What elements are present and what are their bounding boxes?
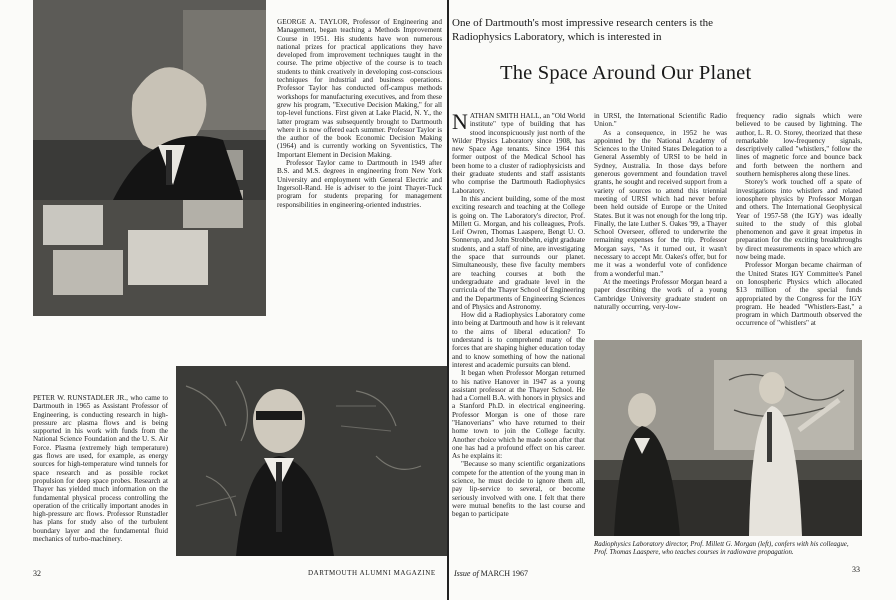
photo-runstadler (176, 366, 447, 556)
col3-p3: Professor Morgan became chairman of the United States IGY Committee's Panel on Ionospheric Physics which allocated $13 million of the special funds appropriated by the Congress for the IGY program. He headed "Whistlers-East," a program in which Dartmouth observed the occurrence of "whistlers" at (736, 261, 862, 328)
col1-p4: It began when Professor Morgan returned to his native Hanover in 1947 as a young assistant professor at the Thayer School. He had a Cornell B.A. with honors in physics and a Stanford Ph.D. in electrical engineering. Professor Morgan is one of those rare "Hanoverians" who have returned to their home town to join the College faculty. Another choice which he made soon after that one has had a profound effect on his career. As he explains it: (452, 369, 585, 461)
article-kicker: One of Dartmouth's most impressive research centers is the Radiophysics Laboratory, which is interested in (452, 17, 714, 43)
drop-cap: N (452, 109, 468, 134)
article-title: The Space Around Our Planet (500, 62, 752, 84)
col3-p1: frequency radio signals which were believed to be caused by lightning. The author, L. R. O. Storey, theorized that these remarkable low-frequency signals, descriptively called "whistlers," follow the lines of magnetic force and bounce back and forth between the northern and southern hemispheres along these lines. (736, 112, 862, 179)
photo-caption: Radiophysics Laboratory director, Prof. Millett G. Morgan (left), confers with his colleague, Prof. Thomas Laaspere, who teaches courses in radiowave propagation. (594, 541, 849, 557)
page-number-right: 33 (852, 565, 860, 574)
col1-p1: ATHAN SMITH HALL, an "Old World institute" type of building that has stood inconspicuously just north of the Wilder Physics Laboratory since 1908, has new Space Age tenants. Since 1964 this former outpost of the Medical School has been home to a cluster of radiophysicists and their graduate students and staff assistants who comprise the Dartmouth Radiophysics Laboratory. (452, 112, 585, 195)
col2-p3: At the meetings Professor Morgan heard a paper describing the work of a young Cambridge University graduate student on naturally occurring, very-low- (594, 277, 727, 311)
running-head: DARTMOUTH ALUMNI MAGAZINE (308, 569, 436, 577)
issue-date (454, 569, 528, 578)
photo-radiophysics-lab (594, 340, 862, 536)
taylor-bio-p1: GEORGE A. TAYLOR, Professor of Engineering and Management, began teaching a Methods Improvement Course in 1951. His students have won numerous national prizes for practical applications they have developed from improvement techniques taught in the course. The prime objective of the course is to teach students to think creatively in developing cost-conscious techniques for industrial and business operations. Professor Taylor has conducted off-campus methods workshops for manufacturing executives, and from these grew his program, "Executive Decision Making," for all top-level functions. First given at Lake Placid, N. Y., the latter program was subsequently brought to Dartmouth where it is now offered each summer. Professor Taylor is the author of the book Economic Decision Making (1964) and is currently working on Syventistics, The Important Element in Decision Making. (277, 18, 442, 159)
col2-p2: As a consequence, in 1952 he was appointed by the National Academy of Sciences to the United States Delegation to a General Assembly of URSI to be held in Sydney, Australia. In those days before generous government and foundation travel grants, he sought and received support from a variety of sources to attend this triennial meeting of URSI which had never before been held outside of Europe or the United States. But it was not enough for the long trip. Finally, the late Luther S. Oakes '99, a Thayer School Overseer, offered to underwrite the remaining expenses for the trip. Professor Morgan says, "As it turned out, it wasn't necessary to accept Mr. Oakes's offer, but for me it was a wonderful vote of confidence from a wonderful man." (594, 128, 727, 278)
left-page (0, 0, 447, 600)
article-column-3 (736, 112, 862, 328)
col1-p3: How did a Radiophysics Laboratory come into being at Dartmouth and how is it relevant to the aims of liberal education? To understand is to comprehend many of the forces that are shaping higher education today and to know something of how the national interest and academic pursuits can blend. (452, 311, 585, 369)
page-number-left: 32 (33, 569, 41, 578)
taylor-bio-p2: Professor Taylor came to Dartmouth in 1949 after B.S. and M.S. degrees in engineering from New York University and employment with General Electric and Ingersoll-Rand. He is adviser to the joint Thayer-Tuck program for students preparing for management responsibilities in engineering-oriented industries. (277, 159, 442, 209)
article-column-2 (594, 112, 727, 311)
col2-p1: in URSI, the International Scientific Radio Union." (594, 112, 727, 129)
issue-month: MARCH 1967 (480, 569, 529, 578)
taylor-bio (277, 18, 442, 209)
issue-prefix: Issue of (454, 569, 479, 578)
col1-p2: In this ancient building, some of the most exciting research and teaching at the College is going on. The Laboratory's director, Prof. Millett G. Morgan, and his colleagues, Profs. Leif Owren, Thomas Laaspere, Bengt U. O. Sonnerup, and John Strohbehn, eight graduate students, and a staff of nine, are investigating the space that surrounds our planet. Simultaneously, these five faculty members are teaching courses at both the undergraduate and graduate level in the curricula of the Thayer School of Engineering and the Departments of Engineering Sciences and of Physics and Astronomy. (452, 194, 585, 311)
col1-p5: "Because so many scientific organizations compete for the attention of the young man in science, he must decide to ignore them all, pay lip-service to several, or become seriously involved with one. I felt that there were mutual benefits to the last course and began to participate (452, 460, 585, 519)
runstadler-bio-text: PETER W. RUNSTADLER JR., who came to Dartmouth in 1965 as Assistant Professor of Engineering, is conducting research in high-pressure arc plasma flows and is being supported in his work with funds from the National Science Foundation and the U. S. Air Force. Plasma (extremely high temperature) gas flows are used, for example, as energy sources for high-temperature wind tunnels for space research and as possible rocket propulsion for deep space probes. Research at Thayer has yielded much information on the fundamental physical process controlling the operation of the critically important anodes in high-pressure arc flows. Professor Runstadler has plans for study also of the turbulent boundary layer and the fundamental fluid mechanics of turbo-machinery. (33, 394, 168, 544)
col3-p2: Storey's work touched off a spate of investigations into whistlers and related ionosphere physics by Professor Morgan and others. The International Geophysical Year of 1957-58 (the IGY) was ideally suited to the study of this global phenomenon and gave it great impetus in preparation for the exciting breakthroughs by direct measurements in space which are now being made. (736, 178, 862, 262)
article-column-1 (452, 109, 585, 519)
photo-taylor (33, 0, 266, 316)
runstadler-bio (33, 394, 168, 543)
